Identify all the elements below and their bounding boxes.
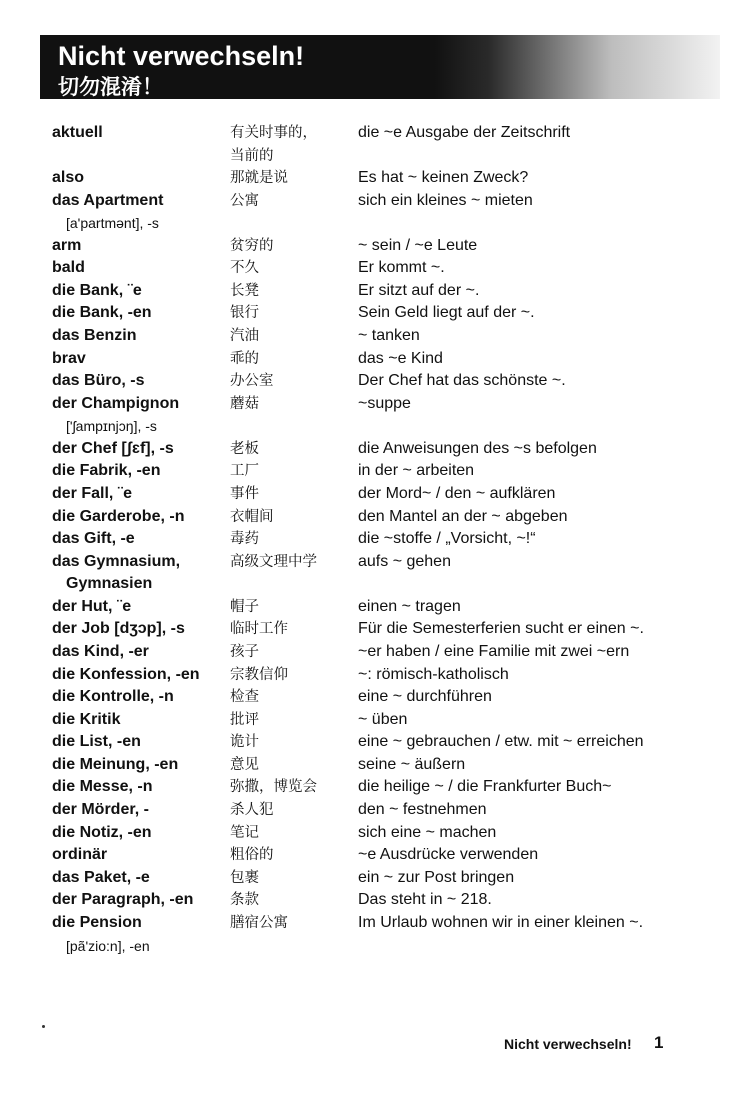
vocab-translation-text: 老板 [230, 440, 259, 457]
vocab-entry [52, 257, 712, 280]
vocab-translation-text: 检查 [230, 689, 259, 706]
vocab-entry [52, 280, 712, 303]
vocab-translation [230, 912, 358, 935]
vocab-translation-text: 公寓 [230, 192, 259, 209]
vocab-entry [52, 641, 712, 664]
vocab-translation-text: 当前的 [230, 147, 274, 164]
vocab-term [52, 551, 230, 596]
vocab-example: den Mantel an der ~ abgeben [358, 507, 568, 525]
vocab-translation-text: 乖的 [230, 350, 259, 367]
vocab-entry [52, 822, 712, 845]
vocab-example: sich ein kleines ~ mieten [358, 191, 533, 209]
vocab-translation [230, 325, 358, 348]
footer-title: Nicht verwechseln! [504, 1036, 632, 1052]
chapter-title: Nicht verwechseln! [58, 41, 305, 71]
vocab-term-text: der Chef [ʃɛf], -s [52, 439, 174, 457]
vocab-entry [52, 506, 712, 529]
vocab-term-text: bald [52, 259, 85, 277]
vocab-example: die heilige ~ / die Frankfurter Buch~ [358, 778, 612, 796]
vocab-translation [230, 754, 358, 777]
vocab-term-text: also [52, 169, 85, 186]
vocab-example: seine ~ äußern [358, 755, 466, 773]
vocab-pronunciation: [pã'zio:n], -en [66, 937, 150, 954]
vocab-term-text: die Fabrik, -en [52, 462, 161, 480]
vocab-translation [230, 596, 358, 619]
vocab-term [52, 844, 230, 867]
vocab-entry [52, 754, 712, 777]
vocab-term [52, 596, 230, 619]
vocab-term-text: die Pension [52, 914, 142, 932]
vocab-entry [52, 483, 712, 506]
page-number: 1 [654, 1033, 664, 1052]
vocab-translation-text: 办公室 [230, 373, 274, 390]
vocab-entry [52, 302, 712, 325]
vocab-entry [52, 596, 712, 619]
vocab-translation [230, 844, 358, 867]
vocab-term [52, 754, 230, 777]
vocab-term-text: die Konfession, -en [52, 665, 200, 683]
vocab-translation-text: 包裹 [230, 869, 259, 886]
vocab-term [52, 483, 230, 506]
vocab-translation-text: 孩子 [230, 643, 259, 660]
vocab-translation [230, 370, 358, 393]
vocab-example: einen ~ tragen [358, 597, 461, 615]
vocab-entry [52, 912, 712, 957]
vocab-entry [52, 776, 712, 799]
vocab-entry [52, 551, 712, 596]
vocab-translation [230, 528, 358, 551]
vocab-example: ~er haben / eine Familie mit zwei ~ern [358, 642, 630, 660]
vocab-example: ~: römisch-katholisch [358, 665, 509, 683]
vocab-entry [52, 618, 712, 641]
vocab-term [52, 641, 230, 664]
vocab-translation [230, 551, 358, 574]
vocab-example: Er kommt ~. [358, 259, 445, 277]
vocab-translation-text: 批评 [230, 711, 259, 728]
vocab-translation [230, 641, 358, 664]
vocab-entry [52, 325, 712, 348]
vocab-entry [52, 122, 712, 167]
chapter-banner [40, 35, 720, 99]
vocab-translation [230, 235, 358, 258]
vocab-term-text: die Kontrolle, -n [52, 688, 174, 706]
vocab-pronunciation: [a'partmənt], -s [66, 215, 159, 232]
vocab-term [52, 686, 230, 709]
vocab-term-text: arm [52, 236, 82, 254]
vocab-term-text: die List, -en [52, 733, 141, 751]
vocab-translation-text: 条款 [230, 892, 259, 909]
vocab-entry [52, 889, 712, 912]
vocab-example: aufs ~ gehen [358, 552, 451, 570]
vocab-entry [52, 686, 712, 709]
vocab-translation [230, 393, 358, 416]
vocab-term [52, 370, 230, 393]
vocab-example: ein ~ zur Post bringen [358, 868, 515, 886]
vocab-translation-text: 意见 [230, 756, 259, 773]
vocab-entry [52, 664, 712, 687]
vocab-entry [52, 867, 712, 890]
vocab-term-text: die Notiz, -en [52, 823, 152, 841]
vocab-term-text: das Gift, -e [52, 530, 135, 548]
vocab-term [52, 167, 230, 190]
vocab-translation [230, 506, 358, 529]
vocab-term [52, 618, 230, 641]
vocab-term [52, 235, 230, 258]
vocab-example: das ~e Kind [358, 349, 443, 367]
vocab-term-text: die Garderobe, -n [52, 507, 185, 525]
vocab-term [52, 302, 230, 325]
vocab-translation [230, 731, 358, 754]
vocab-translation [230, 776, 358, 799]
vocab-example: Der Chef hat das schönste ~. [358, 372, 566, 390]
vocab-translation-text: 诡计 [230, 734, 259, 751]
vocab-example: ~ üben [358, 710, 408, 728]
vocab-term [52, 438, 230, 461]
vocab-pronunciation: ['ʃampɪnjɔŋ], -s [66, 418, 157, 435]
vocab-term-text: die Meinung, -en [52, 755, 179, 773]
vocab-example: ~suppe [358, 394, 411, 412]
vocab-translation-text: 汽油 [230, 327, 259, 344]
vocab-example: die Anweisungen des ~s befolgen [358, 439, 597, 457]
chapter-subtitle: 切勿混淆！ [58, 75, 163, 99]
vocab-translation-text: 那就是说 [230, 170, 288, 186]
vocab-translation-text: 蘑菇 [230, 395, 259, 412]
vocab-translation [230, 709, 358, 732]
vocab-term [52, 889, 230, 912]
vocab-example: Er sitzt auf der ~. [358, 281, 480, 299]
vocab-entry [52, 528, 712, 551]
vocab-entry [52, 235, 712, 258]
vocab-entry [52, 844, 712, 867]
vocab-term-text: aktuell [52, 124, 103, 141]
vocab-entry [52, 438, 712, 461]
scan-speck [42, 1025, 45, 1028]
vocab-term-text: das Büro, -s [52, 372, 145, 390]
vocab-term-text: die Bank, ¨e [52, 281, 142, 299]
vocab-example: ~ sein / ~e Leute [358, 236, 478, 254]
vocab-translation [230, 889, 358, 912]
vocabulary-list [52, 122, 712, 957]
vocab-translation [230, 483, 358, 506]
vocab-term-text: der Champignon [52, 394, 180, 412]
vocab-example: Im Urlaub wohnen wir in einer kleinen ~. [358, 914, 644, 932]
vocab-term [52, 709, 230, 732]
vocab-translation [230, 167, 358, 190]
vocab-term [52, 506, 230, 529]
vocab-term-text: die Messe, -n [52, 778, 153, 796]
vocab-term-text: der Mörder, - [52, 801, 149, 819]
vocab-translation [230, 460, 358, 483]
vocab-translation [230, 122, 358, 167]
vocab-term [52, 822, 230, 845]
vocab-example: eine ~ durchführen [358, 688, 492, 706]
vocab-entry [52, 393, 712, 438]
vocab-example: den ~ festnehmen [358, 801, 487, 819]
vocab-translation [230, 618, 358, 641]
vocab-example: sich eine ~ machen [358, 823, 497, 841]
vocab-entry [52, 167, 712, 190]
vocab-translation [230, 664, 358, 687]
vocab-term [52, 460, 230, 483]
vocab-example: Sein Geld liegt auf der ~. [358, 304, 535, 322]
vocab-translation-text: 贫穷的 [230, 237, 274, 254]
vocab-term-text: der Job [dʒɔp], -s [52, 620, 185, 638]
vocab-translation [230, 438, 358, 461]
vocab-term-text: der Paragraph, -en [52, 891, 194, 909]
vocab-example: Das steht in ~ 218. [358, 891, 492, 909]
vocab-translation [230, 348, 358, 371]
vocab-translation-text: 临时工作 [230, 621, 288, 638]
vocab-translation-text: 长凳 [230, 282, 259, 299]
vocab-translation-text: 宗教信仰 [230, 666, 288, 683]
vocab-translation-text: 有关时事的， [230, 125, 317, 141]
vocab-term [52, 122, 230, 145]
vocab-example: der Mord~ / den ~ aufklären [358, 484, 556, 502]
vocab-term [52, 325, 230, 348]
vocab-translation-text: 工厂 [230, 463, 259, 480]
vocab-entry [52, 190, 712, 235]
vocab-term [52, 280, 230, 303]
vocab-term [52, 393, 230, 438]
vocab-translation-text: 膳宿公寓 [230, 915, 288, 932]
vocab-term [52, 528, 230, 551]
vocab-translation-text: 弥撒，博览会 [230, 779, 317, 796]
vocab-term [52, 867, 230, 890]
vocab-term [52, 776, 230, 799]
vocab-example: Für die Semesterferien sucht er einen ~. [358, 620, 644, 638]
vocab-example: Es hat ~ keinen Zweck? [358, 169, 529, 186]
vocab-translation-text: 不久 [230, 260, 259, 277]
vocab-term-text: der Fall, ¨e [52, 484, 133, 502]
vocab-translation-text: 毒药 [230, 531, 259, 548]
vocab-translation-text: 衣帽间 [230, 508, 274, 525]
vocab-term-text: das Benzin [52, 326, 137, 344]
vocab-plural: Gymnasien [66, 575, 153, 593]
vocab-translation [230, 257, 358, 280]
vocab-term [52, 799, 230, 822]
vocab-entry [52, 709, 712, 732]
vocab-example: die ~stoffe / „Vorsicht, ~!“ [358, 530, 536, 548]
vocab-translation-text: 笔记 [230, 824, 259, 841]
vocab-translation [230, 867, 358, 890]
vocab-term-text: das Kind, -er [52, 642, 149, 660]
vocab-example: ~e Ausdrücke verwenden [358, 846, 539, 864]
vocab-term-text: die Bank, -en [52, 304, 152, 322]
vocab-translation-text: 粗俗的 [230, 847, 274, 864]
vocab-translation-text: 事件 [230, 485, 259, 502]
vocab-translation [230, 822, 358, 845]
vocab-term [52, 731, 230, 754]
vocab-translation-text: 银行 [230, 305, 259, 322]
vocab-example: ~ tanken [358, 326, 420, 344]
vocab-term [52, 348, 230, 371]
vocab-entry [52, 370, 712, 393]
vocab-translation-text: 帽子 [230, 598, 259, 615]
vocab-translation-text: 高级文理中学 [230, 553, 317, 570]
vocab-term-text: das Paket, -e [52, 868, 150, 886]
vocab-term-text: der Hut, ¨e [52, 597, 132, 615]
vocab-entry [52, 799, 712, 822]
vocab-translation [230, 190, 358, 213]
vocab-translation-text: 杀人犯 [230, 802, 274, 819]
vocab-translation [230, 280, 358, 303]
vocab-term [52, 664, 230, 687]
vocab-translation [230, 302, 358, 325]
vocab-term-text: das Apartment [52, 191, 164, 209]
vocab-entry [52, 731, 712, 754]
vocab-example: eine ~ gebrauchen / etw. mit ~ erreichen [358, 733, 644, 751]
vocab-term-text: das Gymnasium, [52, 552, 181, 570]
vocab-term [52, 912, 230, 957]
vocab-entry [52, 460, 712, 483]
vocab-term [52, 190, 230, 235]
vocab-term-text: die Kritik [52, 710, 121, 728]
vocab-term-text: ordinär [52, 846, 108, 864]
vocab-example: in der ~ arbeiten [358, 462, 475, 480]
vocab-translation [230, 799, 358, 822]
vocab-translation [230, 686, 358, 709]
vocab-term [52, 257, 230, 280]
vocab-example: die ~e Ausgabe der Zeitschrift [358, 124, 571, 141]
vocab-term-text: brav [52, 349, 86, 367]
vocab-entry [52, 348, 712, 371]
